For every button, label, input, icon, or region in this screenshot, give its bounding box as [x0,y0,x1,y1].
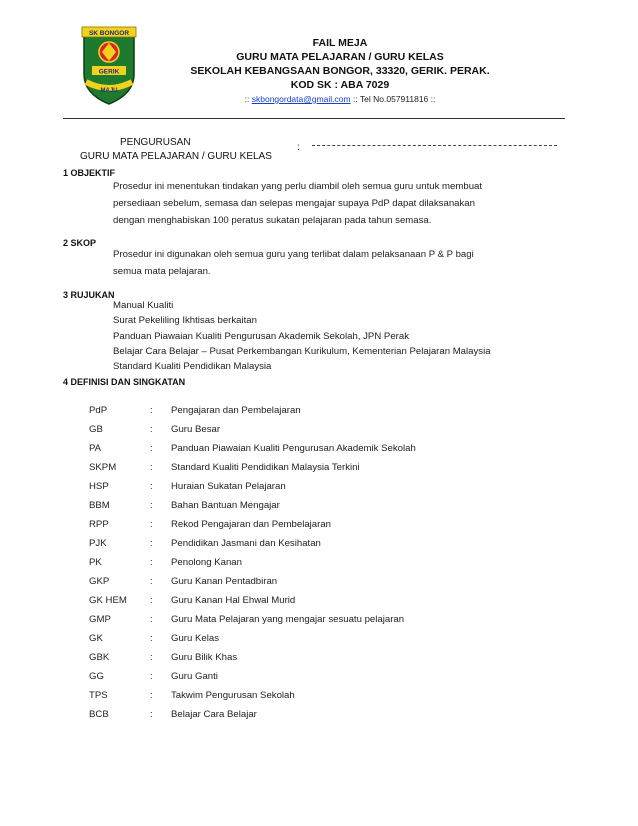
section-skop-title: 2 SKOP [63,238,97,248]
definition-abbr: GK HEM [89,595,127,606]
logo-banner-text: SK BONGOR [88,30,130,37]
definition-colon: : [150,690,153,701]
objektif-line: Prosedur ini menentukan tindakan yang perlu diambil oleh semua guru untuk membuat [113,181,483,192]
definition-colon: : [150,614,153,625]
section-rujukan-list [113,298,491,374]
definition-abbr: GKP [89,576,110,587]
definition-meaning: Guru Kanan Hal Ehwal Murid [171,595,296,606]
section-skop-text [113,246,561,280]
definition-colon: : [150,557,153,568]
definition-colon: : [150,633,153,644]
pengurusan-role: GURU MATA PELAJARAN / GURU KELAS [80,151,272,162]
doc-title: FAIL MEJA [312,37,368,49]
definition-meaning: Takwim Pengurusan Sekolah [171,690,295,701]
objektif-line: dengan menghabiskan 100 peratus sukatan pelajaran pada tahun semasa. [113,215,432,226]
pengurusan-blank-line [312,145,557,146]
definition-abbr: GBK [89,652,110,663]
definition-meaning: Guru Ganti [171,671,218,682]
school-code: KOD SK : ABA 7029 [290,79,390,91]
section-objektif-title: 1 OBJEKTIF [63,168,116,178]
definition-abbr: PdP [89,405,108,416]
school-crest-icon [80,24,138,106]
definition-meaning: Bahan Bantuan Mengajar [171,500,280,511]
logo-motto-text: MAJU [100,88,118,94]
definition-abbr: HSP [89,481,109,492]
definition-abbr: BBM [89,500,110,511]
logo-label-text: GERIK [98,68,120,76]
rujukan-item: Standard Kualiti Pendidikan Malaysia [113,361,272,373]
definition-colon: : [150,652,153,663]
definition-abbr: GG [89,671,104,682]
definition-colon: : [150,500,153,511]
definition-meaning: Belajar Cara Belajar [171,709,257,720]
definition-abbr: SKPM [89,462,117,473]
definition-colon: : [150,519,153,530]
definition-abbr: PJK [89,538,107,549]
definition-meaning: Pengajaran dan Pembelajaran [171,405,301,416]
definition-meaning: Guru Kanan Pentadbiran [171,576,278,587]
definition-colon: : [150,576,153,587]
definition-abbr: PK [89,557,102,568]
definition-colon: : [150,671,153,682]
definition-colon: : [150,424,153,435]
rujukan-item: Panduan Piawaian Kualiti Pengurusan Akademik Sekolah, JPN Perak [113,330,409,342]
definition-colon: : [150,481,153,492]
definition-meaning: Standard Kualiti Pendidikan Malaysia Terkini [171,462,360,473]
rujukan-item: Belajar Cara Belajar – Pusat Perkembangan Kurikulum, Kementerian Pelajaran Malaysia [113,345,491,357]
definition-meaning: Pendidikan Jasmani dan Kesihatan [171,538,321,549]
section-rujukan-title: 3 RUJUKAN [63,290,115,300]
pengurusan-label: PENGURUSAN [120,137,191,148]
definition-meaning: Guru Mata Pelajaran yang mengajar sesuatu pelajaran [171,614,405,625]
definition-colon: : [150,462,153,473]
definition-colon: : [150,709,153,720]
definition-meaning: Huraian Sukatan Pelajaran [171,481,286,492]
definition-colon: : [150,405,153,416]
contact-phone: :: Tel No.057911816 :: [350,94,436,104]
definition-abbr: GB [89,424,103,435]
definition-meaning: Guru Kelas [171,633,219,644]
email-link[interactable]: skbongordata@gmail.com [251,94,351,104]
section-definisi-title: 4 DEFINISI DAN SINGKATAN [63,377,186,387]
contact-prefix: :: [244,94,252,104]
definition-abbr: RPP [89,519,109,530]
rujukan-item: Manual Kualiti [113,300,174,311]
definition-meaning: Guru Bilik Khas [171,652,238,663]
definition-meaning: Rekod Pengajaran dan Pembelajaran [171,519,332,530]
rujukan-item: Surat Pekeliling Ikhtisas berkaitan [113,315,257,327]
definition-colon: : [150,595,153,606]
contact-line [150,94,530,104]
doc-subtitle: GURU MATA PELAJARAN / GURU KELAS [236,51,444,63]
objektif-line: persediaan sebelum, semasa dan selepas mengajar supaya PdP dapat dilaksanakan [113,198,475,209]
definition-meaning: Guru Besar [171,424,221,435]
definition-meaning: Panduan Piawaian Kualiti Pengurusan Akademik Sekolah [171,443,416,454]
definition-colon: : [150,443,153,454]
definition-abbr: BCB [89,709,109,720]
definition-abbr: TPS [89,690,108,701]
definition-abbr: GMP [89,614,111,625]
definition-abbr: PA [89,443,102,454]
skop-line: Prosedur ini digunakan oleh semua guru yang terlibat dalam pelaksanaan P & P bagi [113,249,474,260]
header-divider [63,118,565,119]
school-address: SEKOLAH KEBANGSAAN BONGOR, 33320, GERIK. PERAK. [190,65,490,77]
definition-abbr: GK [89,633,103,644]
definition-colon: : [150,538,153,549]
skop-line: semua mata pelajaran. [113,266,211,277]
section-objektif-text [113,178,561,229]
definition-meaning: Penolong Kanan [171,557,242,568]
pengurusan-colon: : [297,142,300,153]
